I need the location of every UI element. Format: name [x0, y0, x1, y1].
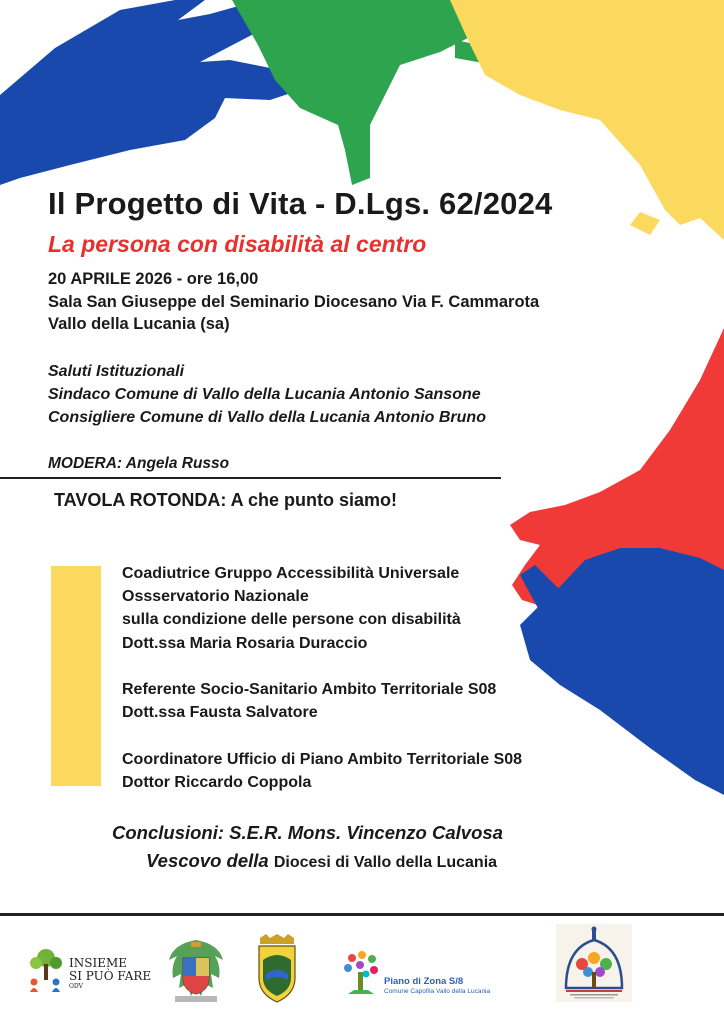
bishop-coat-of-arms-icon: [165, 938, 227, 1004]
event-info: [48, 268, 539, 336]
round-table-heading: TAVOLA ROTONDA: A che punto siamo!: [54, 490, 397, 510]
speaker-line: Dott.ssa Maria Rosaria Duraccio: [122, 634, 368, 652]
speaker-block: [122, 678, 522, 724]
piano-subtitle: Comune Capofila Vallo della Lucania: [384, 988, 491, 995]
moderator: MODERA: Angela Russo: [48, 455, 230, 472]
insieme-line-2: SI PUÒ FARE: [69, 969, 152, 983]
speakers-list: [122, 562, 522, 794]
section-divider: [0, 477, 501, 479]
insieme-line-1: INSIEME: [69, 956, 128, 970]
bishop-line: [146, 850, 497, 872]
page-title: Il Progetto di Vita - D.Lgs. 62/2024: [48, 186, 553, 221]
speaker-line: sulla condizione delle persone con disabilità: [122, 611, 461, 629]
speaker-block: [122, 748, 522, 794]
speaker-line: Coadiutrice Gruppo Accessibilità Universale: [122, 565, 460, 582]
blue-hand-right-icon: [520, 548, 724, 795]
insieme-si-puo-fare-logo: [26, 946, 156, 996]
piano-di-zona-logo: [340, 950, 500, 1000]
piano-title: Piano di Zona S/8: [384, 976, 464, 987]
greetings-section: [48, 360, 486, 429]
greetings-heading: Saluti Istituzionali: [48, 363, 185, 380]
colorful-tree-icon: [340, 950, 382, 998]
speaker-block: [122, 562, 522, 655]
event-venue: Sala San Giuseppe del Seminario Diocesano Via F. Cammarota: [48, 292, 540, 311]
event-city: Vallo della Lucania (sa): [48, 315, 230, 333]
conclusions-line: Conclusioni: S.E.R. Mons. Vincenzo Calvosa: [112, 822, 503, 843]
bishop-title: Vescovo della: [146, 850, 269, 871]
speaker-line: Coordinatore Ufficio di Piano Ambito Territoriale S08: [122, 750, 523, 768]
speaker-line: Ossservatorio Nazionale: [122, 588, 309, 606]
municipal-crest-icon: [256, 934, 298, 1004]
yellow-accent-bar: [51, 566, 101, 786]
diocese-name: Diocesi di Vallo della Lucania: [273, 854, 498, 871]
greetings-line: Sindaco Comune di Vallo della Lucania Antonio Sansone: [48, 386, 481, 403]
insieme-tag: ODV: [69, 983, 83, 990]
footer-divider: [0, 913, 724, 916]
greetings-line: Consigliere Comune di Vallo della Lucania Antonio Bruno: [48, 409, 486, 426]
diocese-dome-tree-icon: [556, 924, 632, 1002]
speaker-line: Referente Socio-Sanitario Ambito Territoriale S08: [122, 681, 497, 698]
event-date-time: 20 APRILE 2026 - ore 16,00: [48, 270, 259, 288]
page-subtitle: La persona con disabilità al centro: [48, 231, 427, 257]
speaker-line: Dott.ssa Fausta Salvatore: [122, 704, 318, 722]
speaker-line: Dottor Riccardo Coppola: [122, 773, 312, 791]
tree-people-icon: [26, 946, 66, 992]
